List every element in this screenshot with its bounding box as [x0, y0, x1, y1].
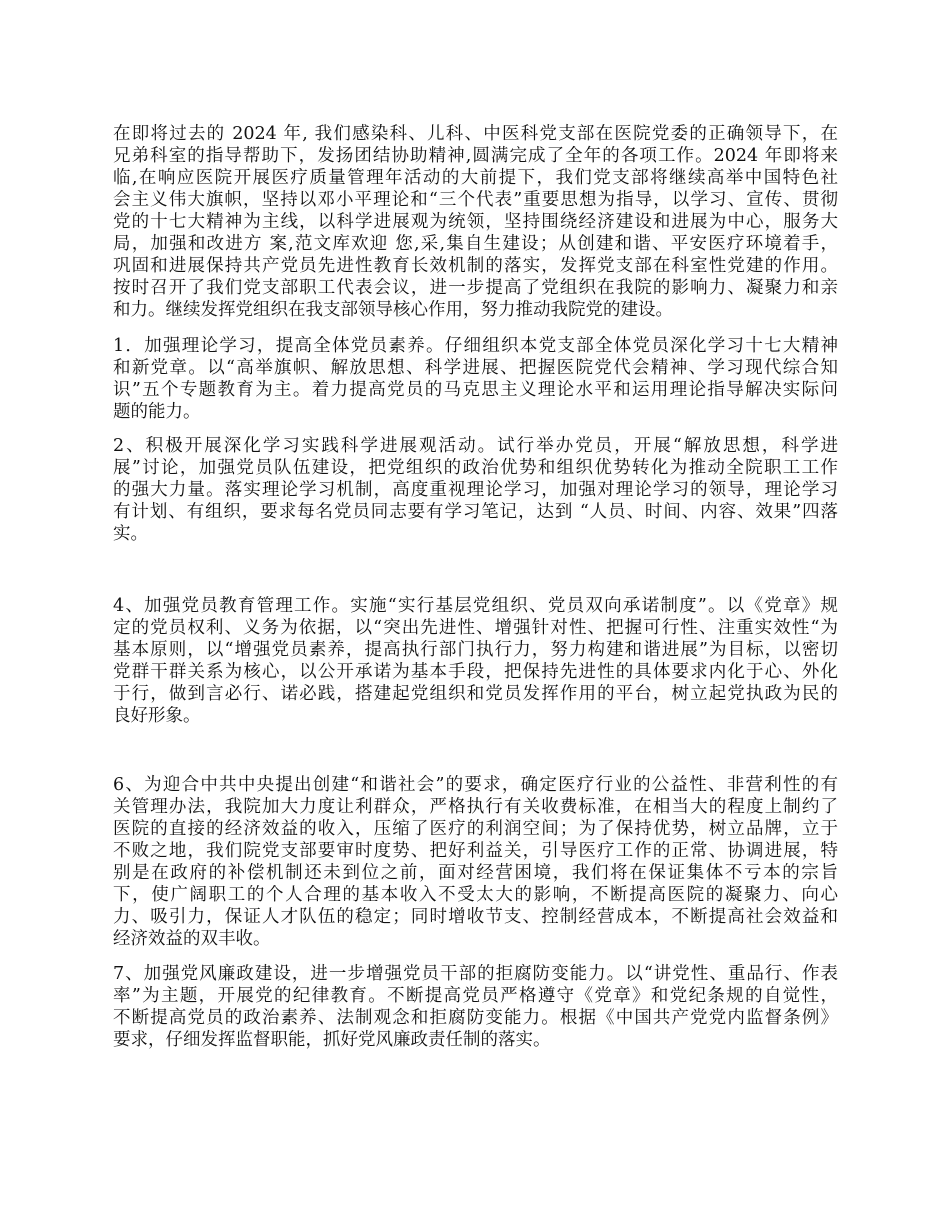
- text-line: 经济效益的双丰收。: [113, 929, 271, 949]
- text-line: 1．加强理论学习，提高全体党员素养。仔细组织本党支部全体党员深化学习十七大精神: [113, 336, 838, 356]
- text-line: 和新党章。以“高举旗帜、解放思想、科学进展、把握医院党代会精神、学习现代综合知: [113, 358, 838, 378]
- text-line: 有计划、有组织，要求每名党员同志要有学习笔记，达到 “人员、时间、内容、效果”四落: [113, 502, 838, 522]
- text-line: 党群干群关系为核心，以公开承诺为基本手段，把保持先进性的具体要求内化于心、外化: [113, 662, 838, 682]
- text-line: 在即将过去的 2024 年, 我们感染科、儿科、中医科党支部在医院党委的正确领导下，在: [113, 124, 838, 144]
- text-line: 6、为迎合中共中央提出创建“和谐社会”的要求，确定医疗行业的公益性、非营利性的有: [113, 775, 838, 795]
- text-line: 题的能力。: [113, 402, 201, 422]
- text-line: 医院的直接的经济效益的收入，压缩了医疗的利润空间；为了保持优势，树立品牌，立于: [113, 819, 838, 839]
- text-line: 不断提高党员的政治素养、法制观念和拒腐防变能力。根据《中国共产党党内监督条例》: [113, 1008, 838, 1028]
- text-line: 于行，做到言必行、诺必践，搭建起党组织和党员发挥作用的平台，树立起党执政为民的: [113, 684, 838, 704]
- text-line: 临,在响应医院开展医疗质量管理年活动的大前提下，我们党支部将继续高举中国特色社: [113, 168, 838, 188]
- text-line: 下，使广阔职工的个人合理的基本收入不受太大的影响，不断提高医院的凝聚力、向心: [113, 885, 838, 905]
- paragraph-item-1: [113, 335, 838, 423]
- text-line: 的强大力量。落实理论学习机制，高度重视理论学习，加强对理论学习的领导，理论学习: [113, 480, 838, 500]
- text-line: 关管理办法，我院加大力度让利群众，严格执行有关收费标准，在相当大的程度上制约了: [113, 797, 838, 817]
- text-line: 4、加强党员教育管理工作。实施“实行基层党组织、党员双向承诺制度”。以《党章》规: [113, 596, 838, 616]
- text-line: 基本原则，以“增强党员素养，提高执行部门执行力，努力构建和谐进展”为目标，以密切: [113, 640, 838, 660]
- paragraph-item-7: [113, 963, 838, 1051]
- paragraph-item-4: [113, 595, 838, 727]
- text-line: 不败之地，我们院党支部要审时度势、把好利益关，引导医疗工作的正常、协调进展，特: [113, 841, 838, 861]
- paragraph-intro: [113, 123, 838, 321]
- text-line: 定的党员权利、义务为依据，以“突出先进性、增强针对性、把握可行性、注重实效性“为: [113, 618, 838, 638]
- text-line: 良好形象。: [113, 706, 201, 726]
- text-line: 巩固和进展保持共产党员先进性教育长效机制的落实，发挥党支部在科室性党建的作用。: [113, 256, 838, 276]
- text-line: 要求，仔细发挥监督职能，抓好党风廉政责任制的落实。: [113, 1030, 551, 1050]
- text-line: 会主义伟大旗帜，坚持以邓小平理论和“三个代表”重要思想为指导，以学习、宣传、贯彻: [113, 190, 838, 210]
- text-line: 兄弟科室的指导帮助下，发扬团结协助精神,圆满完成了全年的各项工作。2024 年即将来: [113, 146, 838, 166]
- text-line: 局，加强和改进方 案,范文库欢迎 您,采,集自生建设；从创建和谐、平安医疗环境着手，: [113, 234, 838, 254]
- text-line: 按时召开了我们党支部职工代表会议，进一步提高了党组织在我院的影响力、凝聚力和亲: [113, 278, 838, 298]
- text-line: 和力。继续发挥党组织在我支部领导核心作用，努力推动我院党的建设。: [113, 300, 673, 320]
- text-line: 7、加强党风廉政建设，进一步增强党员干部的拒腐防变能力。以“讲党性、重品行、作表: [113, 964, 838, 984]
- paragraph-item-6: [113, 774, 838, 950]
- paragraph-item-2: [113, 435, 838, 545]
- text-line: 别是在政府的补偿机制还未到位之前，面对经营困境，我们将在保证集体不亏本的宗旨: [113, 863, 838, 883]
- text-line: 党的十七大精神为主线，以科学进展观为统领，坚持围绕经济建设和进展为中心，服务大: [113, 212, 838, 232]
- text-line: 实。: [113, 524, 148, 544]
- text-line: 识”五个专题教育为主。着力提高党员的马克思主义理论水平和运用理论指导解决实际问: [113, 380, 838, 400]
- text-line: 力、吸引力，保证人才队伍的稳定；同时增收节支、控制经营成本，不断提高社会效益和: [113, 907, 838, 927]
- text-line: 率”为主题，开展党的纪律教育。不断提高党员严格遵守《党章》和党纪条规的自觉性，: [113, 986, 838, 1006]
- text-line: 2、积极开展深化学习实践科学进展观活动。试行举办党员，开展“解放思想，科学进: [113, 436, 838, 456]
- text-line: 展”讨论，加强党员队伍建设，把党组织的政治优势和组织优势转化为推动全院职工工作: [113, 458, 838, 478]
